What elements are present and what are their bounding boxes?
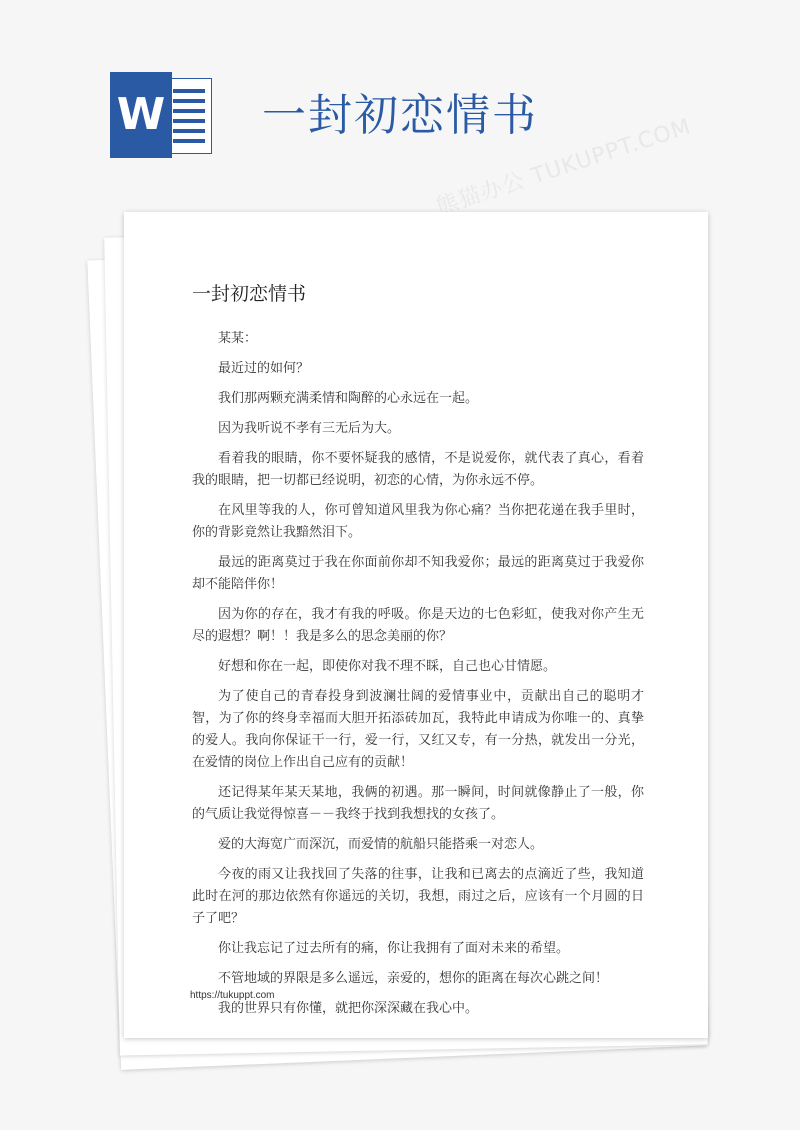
paragraph: 我们那两颗充满柔情和陶醉的心永远在一起。 — [218, 391, 479, 406]
paragraph: 我的世界只有你懂，就把你深深藏在我心中。 — [218, 1001, 479, 1016]
document-page — [124, 212, 708, 1038]
header-banner — [0, 0, 800, 210]
paragraph: 为了使自己的青春投身到波澜壮阔的爱情事业中，贡献出自己的聪明才智，为了你的终身幸福而大胆开拓添砖加瓦，我特此申请成为你唯一的、真挚的爱人。我向你保证干一行，爱一行，又红又专，有一分热，就发出一分光，在爱情的岗位上作出自己应有的贡献！ — [192, 689, 644, 770]
paragraph: 在风里等我的人，你可曾知道风里我为你心痛？当你把花递在我手里时，你的背影竟然让我黯然泪下。 — [192, 503, 644, 540]
paragraph: 因为我听说不孝有三无后为大。 — [218, 421, 401, 436]
document-body — [192, 328, 644, 1028]
paragraph: 不管地域的界限是多么遥远，亲爱的，想你的距离在每次心跳之间！ — [218, 971, 609, 986]
paragraph: 好想和你在一起，即使你对我不理不睬，自己也心甘情愿。 — [218, 659, 557, 674]
watermark: 熊猫办公 TUKUPPT.COM — [433, 114, 695, 221]
paragraph: 看着我的眼睛，你不要怀疑我的感情，不是说爱你，就代表了真心，看着我的眼睛，把一切都已经说明，初恋的心情，为你永远不停。 — [192, 451, 644, 488]
paragraph: 最近过的如何？ — [218, 361, 310, 376]
salutation: 某某： — [218, 331, 258, 346]
word-letter-badge: W — [110, 72, 172, 158]
paragraph: 因为你的存在，我才有我的呼吸。你是天边的七色彩虹，使我对你产生无尽的遐想？啊！！我是多么的思念美丽的你？ — [192, 607, 644, 644]
paragraph: 还记得某年某天某地，我俩的初遇。那一瞬间，时间就像静止了一般，你的气质让我觉得惊喜－－我终于找到我想找的女孩了。 — [192, 785, 644, 822]
document-title: 一封初恋情书 — [192, 283, 307, 305]
paragraph: 你让我忘记了过去所有的痛，你让我拥有了面对未来的希望。 — [218, 941, 570, 956]
header-title: 一封初恋情书 — [262, 90, 538, 141]
word-document-icon — [110, 72, 212, 158]
footer-link[interactable]: https://tukuppt.com — [190, 990, 275, 1001]
paragraph: 今夜的雨又让我找回了失落的往事，让我和已离去的点滴近了些，我知道此时在河的那边依然有你遥远的关切，我想，雨过之后，应该有一个月圆的日子了吧？ — [192, 867, 644, 926]
paragraph: 最远的距离莫过于我在你面前你却不知我爱你；最远的距离莫过于我爱你却不能陪伴你！ — [192, 555, 644, 592]
paragraph: 爱的大海宽广而深沉，而爱情的航船只能搭乘一对恋人。 — [218, 837, 544, 852]
